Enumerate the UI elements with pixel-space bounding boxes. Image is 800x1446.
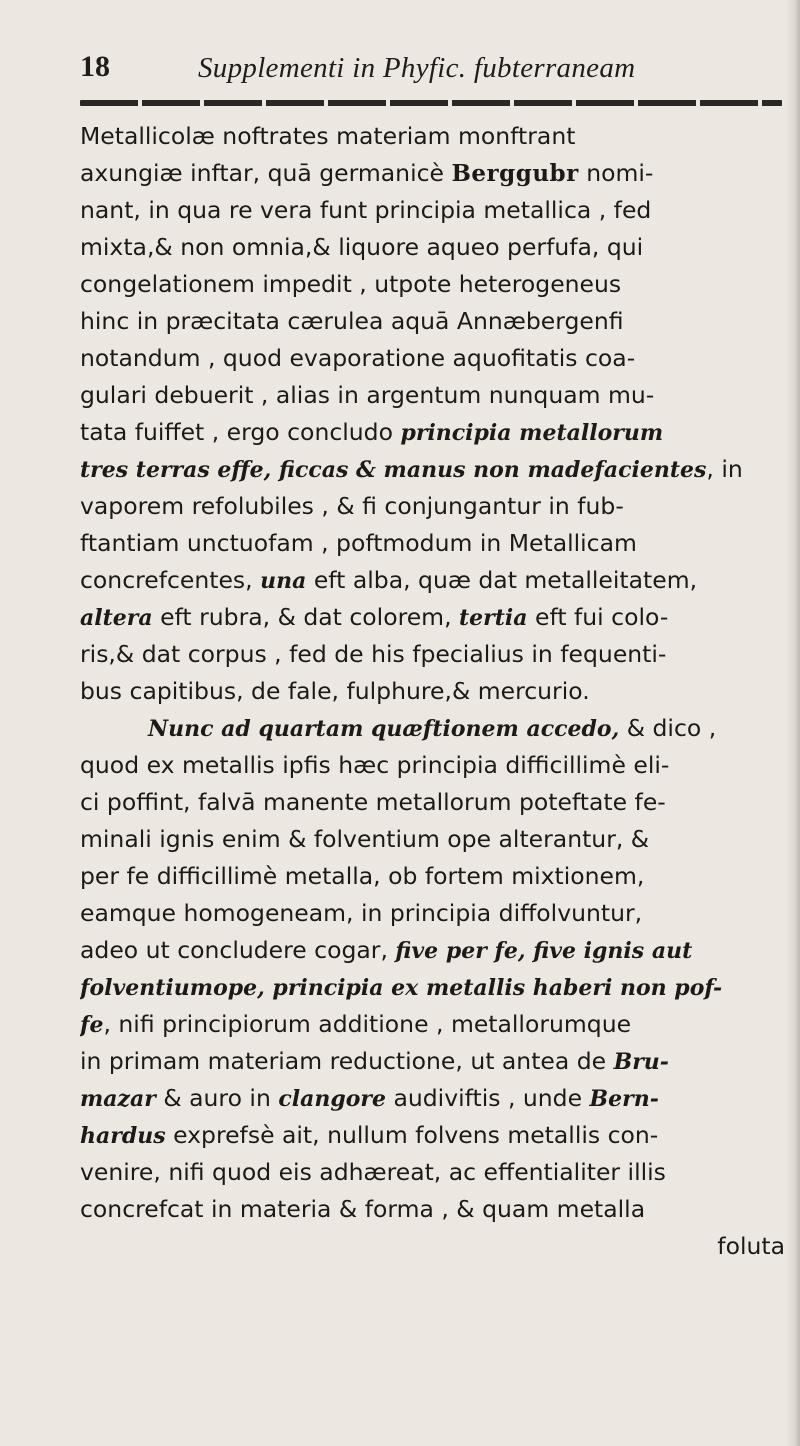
body-text [80, 118, 785, 1265]
text-run: concrefcat in materia & forma , & quam metalla [80, 1195, 646, 1223]
text-line [80, 1080, 785, 1117]
text-run: gulari debuerit , alias in argentum nunquam mu- [80, 381, 655, 409]
text-run: eft rubra, & dat colorem, [152, 603, 460, 631]
italic-run: clangore [278, 1086, 386, 1112]
italic-run: Bern- [589, 1086, 659, 1112]
text-run: , nifi principiorum additione , metallorumque [103, 1010, 632, 1038]
text-run: venire, nifi quod eis adhæreat, ac effentialiter illis [80, 1158, 666, 1186]
text-line [80, 1117, 785, 1154]
text-run: & auro in [155, 1084, 279, 1112]
text-line [80, 710, 785, 747]
text-line [80, 488, 785, 525]
italic-run: mazar [80, 1086, 156, 1112]
text-line [80, 599, 785, 636]
text-line [80, 821, 785, 858]
page-edge [786, 0, 800, 1446]
italic-run: folventiumope, principia ex metallis haberi non pof- [80, 975, 723, 1001]
text-line [80, 969, 785, 1006]
text-line [80, 340, 785, 377]
text-run: congelationem impedit , utpote heterogeneus [80, 270, 622, 298]
text-run: nant, in qua re vera funt principia metallica , fed [80, 196, 652, 224]
text-run: tata fuiffet , ergo concludo [80, 418, 401, 446]
text-run: audiviftis , unde [385, 1084, 590, 1112]
text-line [80, 1228, 785, 1265]
text-line [80, 525, 785, 562]
text-run: Metallicolæ noftrates materiam monftrant [80, 122, 576, 150]
text-line [80, 747, 785, 784]
text-line [80, 562, 785, 599]
text-run: mixta,& non omnia,& liquore aqueo perfufa, qui [80, 233, 644, 261]
text-run: , in [706, 455, 743, 483]
italic-run: five per fe, five ignis aut [395, 938, 693, 964]
text-run: ris,& dat corpus , fed de his fpecialius in fequenti- [80, 640, 667, 668]
italic-run: tres terras effe, ficcas & manus non madefacientes [80, 457, 707, 483]
text-line [80, 784, 785, 821]
page-header [80, 50, 780, 90]
text-line [80, 451, 785, 488]
text-run: nomi- [578, 159, 654, 187]
text-run: axungiæ inftar, quā germanicè [80, 159, 452, 187]
running-head: Supplementi in Phyfic. fubterraneam [198, 52, 636, 84]
italic-run: Bru- [613, 1049, 669, 1075]
italic-run: principia metallorum [400, 420, 664, 446]
italic-run: una [260, 568, 307, 594]
text-run: concrefcentes, [80, 566, 261, 594]
text-run: vaporem refolubiles , & fi conjungantur in fub- [80, 492, 624, 520]
text-line [80, 858, 785, 895]
text-run: foluta [717, 1232, 785, 1260]
text-line [80, 1006, 785, 1043]
blackletter-word: Berggubr [451, 160, 579, 187]
text-line [80, 377, 785, 414]
text-run: ftantiam unctuofam , poftmodum in Metallicam [80, 529, 637, 557]
text-line [80, 1043, 785, 1080]
text-run: eft alba, quæ dat metalleitatem, [306, 566, 698, 594]
italic-run: fe [80, 1012, 104, 1038]
text-line [80, 192, 785, 229]
text-line [80, 155, 785, 192]
text-line [80, 1191, 785, 1228]
text-run: ci poffint, falvā manente metallorum poteftate fe- [80, 788, 666, 816]
text-run: minali ignis enim & folventium ope alterantur, & [80, 825, 650, 853]
italic-run: hardus [80, 1123, 166, 1149]
page-number: 18 [80, 50, 110, 83]
header-rule [80, 100, 782, 106]
italic-run: altera [80, 605, 153, 631]
text-line [80, 266, 785, 303]
text-run: adeo ut concludere cogar, [80, 936, 396, 964]
italic-run: tertia [459, 605, 528, 631]
text-line [80, 303, 785, 340]
text-run: in primam materiam reductione, ut antea de [80, 1047, 614, 1075]
text-run: notandum , quod evaporatione aquofitatis coa- [80, 344, 636, 372]
text-line [80, 673, 785, 710]
text-run: eft fui colo- [527, 603, 669, 631]
italic-run: Nunc ad quartam quæftionem accedo, [148, 716, 620, 742]
text-line [80, 229, 785, 266]
text-line [80, 932, 785, 969]
text-line [80, 414, 785, 451]
text-line [80, 895, 785, 932]
text-line [80, 1154, 785, 1191]
text-run: quod ex metallis ipfis hæc principia difficillimè eli- [80, 751, 670, 779]
text-run: eamque homogeneam, in principia diffolvuntur, [80, 899, 643, 927]
text-run: & dico , [619, 714, 717, 742]
text-line [80, 636, 785, 673]
text-run: exprefsè ait, nullum folvens metallis con- [165, 1121, 659, 1149]
text-run: hinc in præcitata cærulea aquā Annæbergenfi [80, 307, 624, 335]
text-run: bus capitibus, de fale, fulphure,& mercurio. [80, 677, 590, 705]
text-run: per fe difficillimè metalla, ob fortem mixtionem, [80, 862, 645, 890]
text-line [80, 118, 785, 155]
